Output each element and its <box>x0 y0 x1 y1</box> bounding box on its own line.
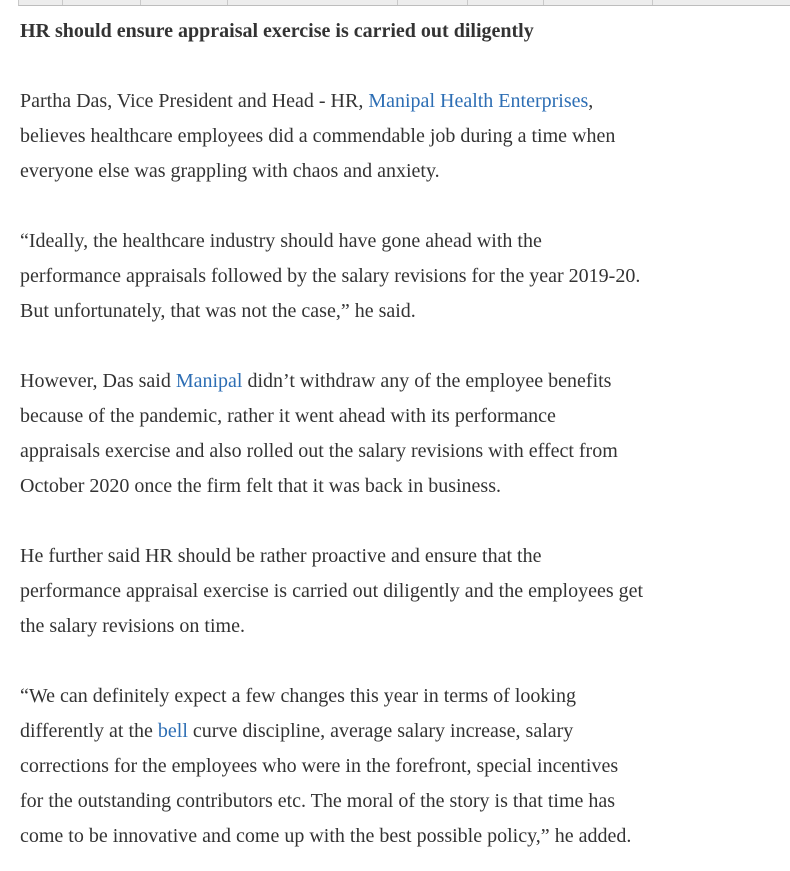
paragraph-text: appraisals exercise and also rolled out the salary revisions with effect from <box>20 440 618 462</box>
paragraph-text: However, Das said <box>20 370 176 392</box>
browser-tab-edge[interactable] <box>653 0 790 5</box>
paragraph-text: differently at the <box>20 720 158 742</box>
browser-tab-edge[interactable] <box>228 0 398 5</box>
paragraph-text: But unfortunately, that was not the case,” he said. <box>20 300 416 322</box>
article-paragraph <box>20 679 770 854</box>
paragraph-text: because of the pandemic, rather it went ahead with its performance <box>20 405 556 427</box>
article-paragraphs <box>20 84 770 854</box>
browser-tab-edge[interactable] <box>19 0 63 5</box>
paragraph-text: October 2020 once the firm felt that it was back in business. <box>20 475 501 497</box>
article-paragraph <box>20 84 770 189</box>
inline-link[interactable]: Manipal <box>175 370 243 392</box>
article-paragraph <box>20 364 770 504</box>
browser-tab-strip[interactable] <box>18 0 790 6</box>
browser-tab-edge[interactable] <box>141 0 228 5</box>
paragraph-text: “Ideally, the healthcare industry should have gone ahead with the <box>20 230 542 252</box>
article-paragraph <box>20 224 770 329</box>
browser-tab-edge[interactable] <box>544 0 653 5</box>
paragraph-text: performance appraisal exercise is carried out diligently and the employees get <box>20 580 644 602</box>
paragraph-text: the salary revisions on time. <box>20 615 245 637</box>
paragraph-text: , <box>588 90 594 112</box>
paragraph-text: corrections for the employees who were in the forefront, special incentives <box>20 755 619 777</box>
paragraph-text: come to be innovative and come up with the best possible policy,” he added. <box>20 825 632 847</box>
paragraph-text: “We can definitely expect a few changes this year in terms of looking <box>20 685 576 707</box>
paragraph-text: performance appraisals followed by the salary revisions for the year 2019-20. <box>20 265 641 287</box>
article-paragraph <box>20 539 770 644</box>
paragraph-text: didn’t withdraw any of the employee benefits <box>242 370 612 392</box>
inline-link[interactable]: bell <box>157 720 188 742</box>
browser-tab-edge[interactable] <box>398 0 468 5</box>
paragraph-text: everyone else was grappling with chaos and anxiety. <box>20 160 440 182</box>
paragraph-text: He further said HR should be rather proactive and ensure that the <box>20 545 542 567</box>
paragraph-text: curve discipline, average salary increase, salary <box>187 720 574 742</box>
browser-tab-edge[interactable] <box>63 0 141 5</box>
paragraph-text: for the outstanding contributors etc. The moral of the story is that time has <box>20 790 616 812</box>
article-body <box>0 14 790 854</box>
inline-link[interactable]: Manipal Health Enterprises <box>368 90 589 112</box>
article-heading: HR should ensure appraisal exercise is carried out diligently <box>20 20 534 42</box>
browser-tab-edge[interactable] <box>468 0 544 5</box>
paragraph-text: believes healthcare employees did a commendable job during a time when <box>20 125 616 147</box>
paragraph-text: Partha Das, Vice President and Head - HR, <box>20 90 369 112</box>
